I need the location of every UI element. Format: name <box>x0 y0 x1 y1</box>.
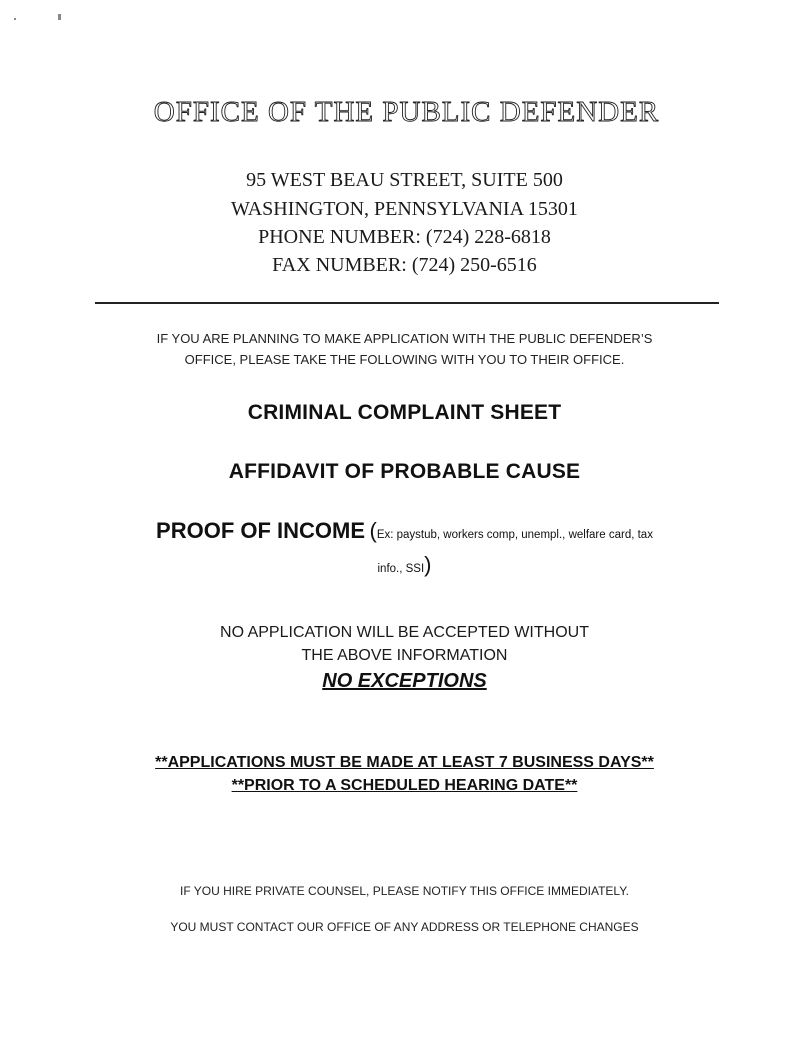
paren-open: ( <box>369 518 377 543</box>
requirement-proof-of-income <box>0 518 809 544</box>
deadline-line-2: **PRIOR TO A SCHEDULED HEARING DATE** <box>231 777 578 794</box>
address-street: 95 WEST BEAU STREET, SUITE 500 <box>246 169 563 191</box>
requirement-proof-of-income-cont <box>0 552 809 578</box>
footer-line-1: IF YOU HIRE PRIVATE COUNSEL, PLEASE NOTIFY THIS OFFICE IMMEDIATELY. <box>180 884 629 898</box>
divider <box>95 302 719 304</box>
income-examples-cont: info., SSI <box>377 563 425 575</box>
address-city: WASHINGTON, PENNSYLVANIA 15301 <box>231 198 578 220</box>
paren-close: ) <box>424 552 432 577</box>
scan-mark <box>58 14 61 20</box>
requirement-affidavit: AFFIDAVIT OF PROBABLE CAUSE <box>228 460 581 483</box>
proof-of-income-label: PROOF OF INCOME <box>156 518 366 543</box>
footer-line-2: YOU MUST CONTACT OUR OFFICE OF ANY ADDRESS OR TELEPHONE CHANGES <box>170 920 639 934</box>
no-exceptions: NO EXCEPTIONS <box>322 670 487 692</box>
intro-line-2: OFFICE, PLEASE TAKE THE FOLLOWING WITH YOU TO THEIR OFFICE. <box>184 352 625 367</box>
notice-line-2: THE ABOVE INFORMATION <box>301 647 508 664</box>
notice-line-1: NO APPLICATION WILL BE ACCEPTED WITHOUT <box>220 624 589 641</box>
deadline-line-1: **APPLICATIONS MUST BE MADE AT LEAST 7 BUSINESS DAYS** <box>155 754 654 771</box>
fax-number: FAX NUMBER: (724) 250-6516 <box>272 254 537 276</box>
scan-mark <box>14 18 16 20</box>
intro-line-1: IF YOU ARE PLANNING TO MAKE APPLICATION WITH THE PUBLIC DEFENDER’S <box>156 331 653 346</box>
office-title: OFFICE OF THE PUBLIC DEFENDER <box>153 96 660 128</box>
requirement-criminal-complaint: CRIMINAL COMPLAINT SHEET <box>247 401 562 424</box>
income-examples: Ex: paystub, workers comp, unempl., welfare card, tax <box>376 529 653 541</box>
phone-number: PHONE NUMBER: (724) 228-6818 <box>258 226 551 248</box>
